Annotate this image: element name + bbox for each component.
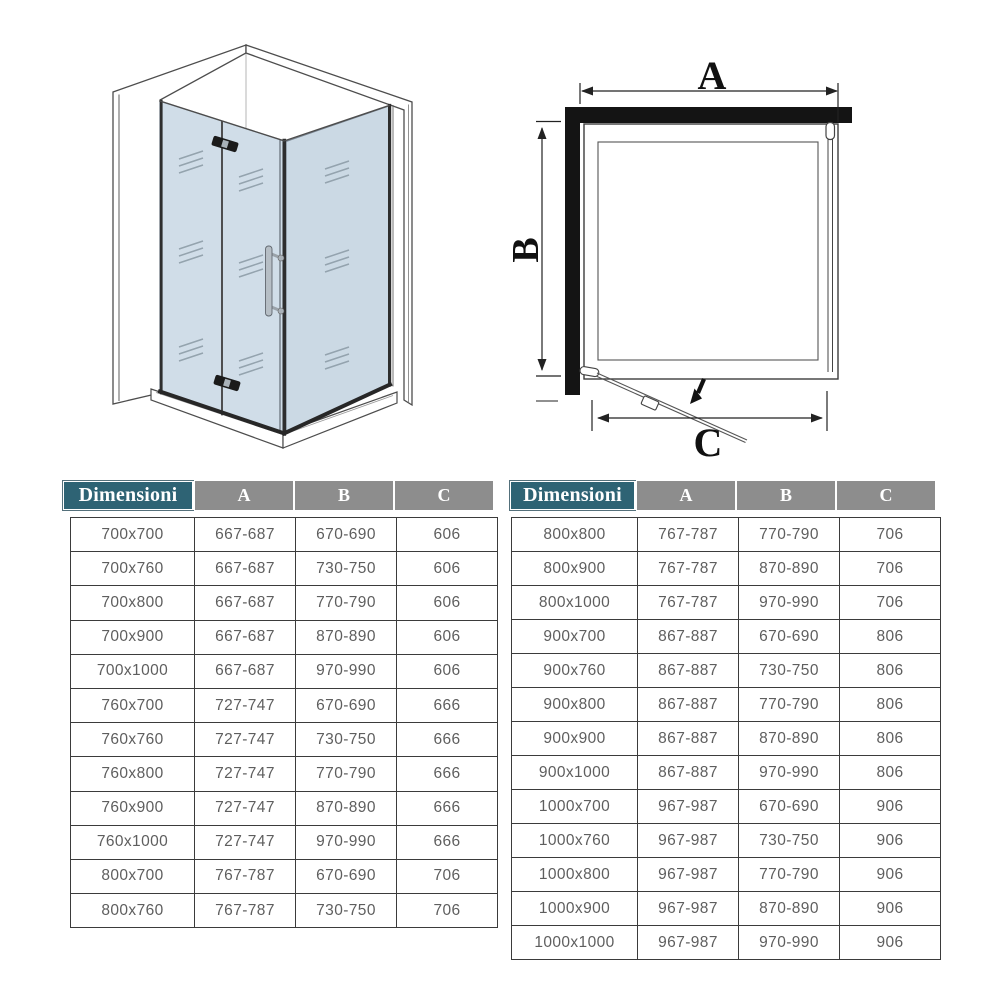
size-cell: 1000x700 bbox=[512, 790, 638, 824]
value-cell: 770-790 bbox=[739, 858, 840, 892]
value-cell: 970-990 bbox=[739, 926, 840, 960]
value-cell: 967-987 bbox=[638, 926, 739, 960]
value-cell: 727-747 bbox=[195, 791, 296, 825]
size-cell: 760x700 bbox=[71, 688, 195, 722]
table-row bbox=[512, 756, 941, 790]
value-cell: 770-790 bbox=[296, 586, 397, 620]
value-cell: 770-790 bbox=[739, 518, 840, 552]
size-cell: 700x700 bbox=[71, 518, 195, 552]
value-cell: 867-887 bbox=[638, 620, 739, 654]
value-cell: 670-690 bbox=[296, 518, 397, 552]
value-cell: 967-987 bbox=[638, 824, 739, 858]
size-cell: 760x760 bbox=[71, 723, 195, 757]
wall-left-plan bbox=[565, 107, 580, 395]
value-cell: 767-787 bbox=[638, 518, 739, 552]
table-row bbox=[71, 552, 498, 586]
value-cell: 906 bbox=[840, 926, 941, 960]
value-cell: 666 bbox=[397, 723, 498, 757]
value-cell: 606 bbox=[397, 620, 498, 654]
value-cell: 730-750 bbox=[739, 654, 840, 688]
table-row bbox=[512, 586, 941, 620]
value-cell: 767-787 bbox=[638, 552, 739, 586]
value-cell: 967-987 bbox=[638, 790, 739, 824]
table-row bbox=[71, 620, 498, 654]
value-cell: 867-887 bbox=[638, 722, 739, 756]
value-cell: 730-750 bbox=[296, 723, 397, 757]
value-cell: 666 bbox=[397, 757, 498, 791]
value-cell: 770-790 bbox=[739, 688, 840, 722]
value-cell: 806 bbox=[840, 688, 941, 722]
value-cell: 670-690 bbox=[739, 620, 840, 654]
value-cell: 666 bbox=[397, 688, 498, 722]
enclosure-outline bbox=[584, 124, 838, 379]
value-cell: 606 bbox=[397, 518, 498, 552]
value-cell: 870-890 bbox=[739, 722, 840, 756]
value-cell: 727-747 bbox=[195, 757, 296, 791]
value-cell: 666 bbox=[397, 791, 498, 825]
dimension-table-left bbox=[63, 481, 493, 928]
value-cell: 666 bbox=[397, 825, 498, 859]
value-cell: 606 bbox=[397, 654, 498, 688]
value-cell: 906 bbox=[840, 892, 941, 926]
table-row bbox=[512, 824, 941, 858]
isometric-shower-drawing bbox=[113, 45, 412, 448]
column-header-b: B bbox=[735, 481, 835, 510]
value-cell: 606 bbox=[397, 586, 498, 620]
size-cell: 800x760 bbox=[71, 894, 195, 928]
table-row bbox=[71, 825, 498, 859]
column-header-c: C bbox=[835, 481, 935, 510]
size-cell: 1000x760 bbox=[512, 824, 638, 858]
value-cell: 706 bbox=[840, 586, 941, 620]
size-cell: 700x800 bbox=[71, 586, 195, 620]
value-cell: 906 bbox=[840, 824, 941, 858]
table-row bbox=[512, 552, 941, 586]
table-row bbox=[512, 892, 941, 926]
size-cell: 900x1000 bbox=[512, 756, 638, 790]
value-cell: 767-787 bbox=[195, 894, 296, 928]
value-cell: 970-990 bbox=[296, 825, 397, 859]
size-cell: 900x760 bbox=[512, 654, 638, 688]
value-cell: 806 bbox=[840, 654, 941, 688]
value-cell: 730-750 bbox=[739, 824, 840, 858]
value-cell: 806 bbox=[840, 756, 941, 790]
table-row bbox=[71, 791, 498, 825]
column-header-c: C bbox=[393, 481, 493, 510]
value-cell: 806 bbox=[840, 722, 941, 756]
value-cell: 770-790 bbox=[296, 757, 397, 791]
size-cell: 760x900 bbox=[71, 791, 195, 825]
side-panel-glass bbox=[286, 106, 389, 434]
value-cell: 727-747 bbox=[195, 688, 296, 722]
dimension-table-right bbox=[510, 481, 935, 960]
column-header-b: B bbox=[293, 481, 393, 510]
table-row bbox=[512, 654, 941, 688]
value-cell: 727-747 bbox=[195, 723, 296, 757]
value-cell: 967-987 bbox=[638, 858, 739, 892]
table-row bbox=[71, 859, 498, 893]
table-right-header bbox=[510, 481, 935, 510]
value-cell: 667-687 bbox=[195, 654, 296, 688]
value-cell: 706 bbox=[397, 859, 498, 893]
size-cell: 900x800 bbox=[512, 688, 638, 722]
value-cell: 970-990 bbox=[296, 654, 397, 688]
column-header-dimensioni: Dimensioni bbox=[510, 481, 635, 510]
value-cell: 670-690 bbox=[739, 790, 840, 824]
table-right-body bbox=[511, 517, 941, 960]
size-cell: 800x1000 bbox=[512, 586, 638, 620]
table-row bbox=[512, 518, 941, 552]
value-cell: 870-890 bbox=[739, 552, 840, 586]
value-cell: 667-687 bbox=[195, 552, 296, 586]
size-cell: 800x900 bbox=[512, 552, 638, 586]
value-cell: 870-890 bbox=[296, 791, 397, 825]
size-cell: 900x700 bbox=[512, 620, 638, 654]
size-cell: 800x700 bbox=[71, 859, 195, 893]
size-cell: 760x1000 bbox=[71, 825, 195, 859]
table-row bbox=[512, 620, 941, 654]
value-cell: 867-887 bbox=[638, 688, 739, 722]
size-cell: 760x800 bbox=[71, 757, 195, 791]
value-cell: 706 bbox=[840, 518, 941, 552]
table-left-body bbox=[70, 517, 498, 928]
side-panel-plan bbox=[826, 123, 835, 373]
table-row bbox=[512, 858, 941, 892]
value-cell: 867-887 bbox=[638, 756, 739, 790]
table-row bbox=[512, 790, 941, 824]
table-row bbox=[71, 518, 498, 552]
label-b: B bbox=[505, 237, 547, 263]
table-row bbox=[71, 654, 498, 688]
table-row bbox=[71, 723, 498, 757]
table-row bbox=[71, 894, 498, 928]
table-row bbox=[512, 722, 941, 756]
tray-outline bbox=[598, 142, 818, 360]
size-cell: 1000x900 bbox=[512, 892, 638, 926]
value-cell: 730-750 bbox=[296, 894, 397, 928]
size-cell: 700x900 bbox=[71, 620, 195, 654]
value-cell: 870-890 bbox=[739, 892, 840, 926]
table-left-header bbox=[63, 481, 493, 510]
value-cell: 967-987 bbox=[638, 892, 739, 926]
value-cell: 667-687 bbox=[195, 518, 296, 552]
size-cell: 700x1000 bbox=[71, 654, 195, 688]
label-a: A bbox=[697, 53, 727, 98]
table-row bbox=[71, 586, 498, 620]
wall-top-plan bbox=[565, 107, 852, 123]
column-header-dimensioni: Dimensioni bbox=[63, 481, 193, 510]
size-cell: 1000x1000 bbox=[512, 926, 638, 960]
value-cell: 906 bbox=[840, 790, 941, 824]
value-cell: 706 bbox=[397, 894, 498, 928]
value-cell: 867-887 bbox=[638, 654, 739, 688]
column-header-a: A bbox=[193, 481, 293, 510]
value-cell: 970-990 bbox=[739, 586, 840, 620]
value-cell: 767-787 bbox=[638, 586, 739, 620]
value-cell: 806 bbox=[840, 620, 941, 654]
value-cell: 670-690 bbox=[296, 688, 397, 722]
table-row bbox=[512, 926, 941, 960]
table-row bbox=[71, 688, 498, 722]
value-cell: 730-750 bbox=[296, 552, 397, 586]
value-cell: 970-990 bbox=[739, 756, 840, 790]
label-c: C bbox=[693, 420, 723, 465]
value-cell: 870-890 bbox=[296, 620, 397, 654]
value-cell: 667-687 bbox=[195, 586, 296, 620]
size-cell: 800x800 bbox=[512, 518, 638, 552]
door-swing-arrow-icon bbox=[690, 379, 704, 404]
table-row bbox=[512, 688, 941, 722]
value-cell: 667-687 bbox=[195, 620, 296, 654]
size-cell: 1000x800 bbox=[512, 858, 638, 892]
value-cell: 767-787 bbox=[195, 859, 296, 893]
plan-schematic bbox=[505, 53, 852, 465]
value-cell: 706 bbox=[840, 552, 941, 586]
value-cell: 606 bbox=[397, 552, 498, 586]
size-cell: 700x760 bbox=[71, 552, 195, 586]
size-cell: 900x900 bbox=[512, 722, 638, 756]
value-cell: 727-747 bbox=[195, 825, 296, 859]
value-cell: 670-690 bbox=[296, 859, 397, 893]
value-cell: 906 bbox=[840, 858, 941, 892]
figures-canvas bbox=[0, 0, 1000, 475]
column-header-a: A bbox=[635, 481, 735, 510]
table-row bbox=[71, 757, 498, 791]
